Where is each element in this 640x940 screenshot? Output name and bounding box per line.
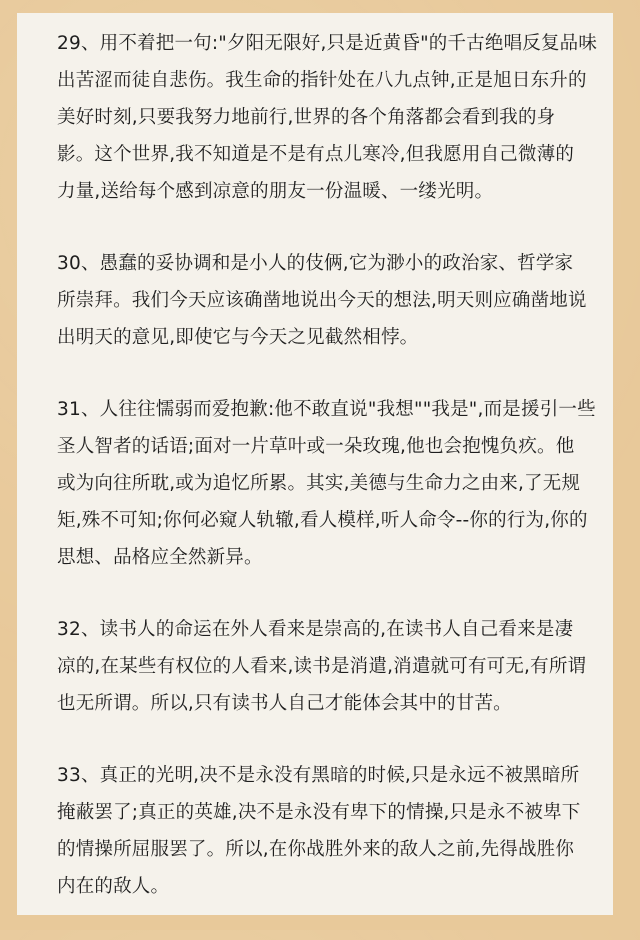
quote-paragraph <box>57 25 597 210</box>
paper-card <box>17 13 613 915</box>
quote-line: 矩,殊不可知;你何必窥人轨辙,看人模样,听人命令--你的行为,你的 <box>57 510 588 531</box>
quotes-list <box>57 25 597 940</box>
quote-line: 掩蔽罢了;真正的英雄,决不是永没有卑下的情操,只是永不被卑下 <box>57 802 581 823</box>
quote-line: 思想、品格应全然新异。 <box>57 547 263 568</box>
quote-line: 出苦涩而徒自悲伤。我生命的指针处在八九点钟,正是旭日东升的 <box>57 70 587 91</box>
quote-line: 所崇拜。我们今天应该确凿地说出今天的想法,明天则应确凿地说 <box>57 290 587 311</box>
quote-line: 31、人往往懦弱而爱抱歉:他不敢直说"我想""我是",而是援引一些 <box>57 399 596 420</box>
quote-line: 或为向往所耽,或为追忆所累。其实,美德与生命力之由来,了无规 <box>57 473 581 494</box>
quote-paragraph <box>57 757 597 905</box>
quote-line: 的情操所屈服罢了。所以,在你战胜外来的敌人之前,先得战胜你 <box>57 839 575 860</box>
quote-line: 力量,送给每个感到凉意的朋友一份温暖、一缕光明。 <box>57 181 494 202</box>
quote-line: 33、真正的光明,决不是永没有黑暗的时候,只是永远不被黑暗所 <box>57 765 580 786</box>
quote-line: 美好时刻,只要我努力地前行,世界的各个角落都会看到我的身 <box>57 107 556 128</box>
quote-line: 30、愚蠢的妥协调和是小人的伎俩,它为渺小的政治家、哲学家 <box>57 253 574 274</box>
quote-line: 内在的敌人。 <box>57 876 170 897</box>
quote-line: 出明天的意见,即使它与今天之见截然相悖。 <box>57 327 419 348</box>
quote-line: 圣人智者的话语;面对一片草叶或一朵玫瑰,他也会抱愧负疚。他 <box>57 436 575 457</box>
quote-line: 凉的,在某些有权位的人看来,读书是消遣,消遣就可有可无,有所谓 <box>57 656 587 677</box>
quote-line: 29、用不着把一句:"夕阳无限好,只是近黄昏"的千古绝唱反复品味 <box>57 33 598 54</box>
quote-line: 影。这个世界,我不知道是不是有点儿寒冷,但我愿用自己微薄的 <box>57 144 575 165</box>
quote-line: 也无所谓。所以,只有读书人自己才能体会其中的甘苦。 <box>57 693 512 714</box>
quote-paragraph <box>57 245 597 356</box>
quote-paragraph <box>57 391 597 576</box>
quote-line: 32、读书人的命运在外人看来是崇高的,在读书人自己看来是凄 <box>57 619 574 640</box>
quote-paragraph <box>57 611 597 722</box>
